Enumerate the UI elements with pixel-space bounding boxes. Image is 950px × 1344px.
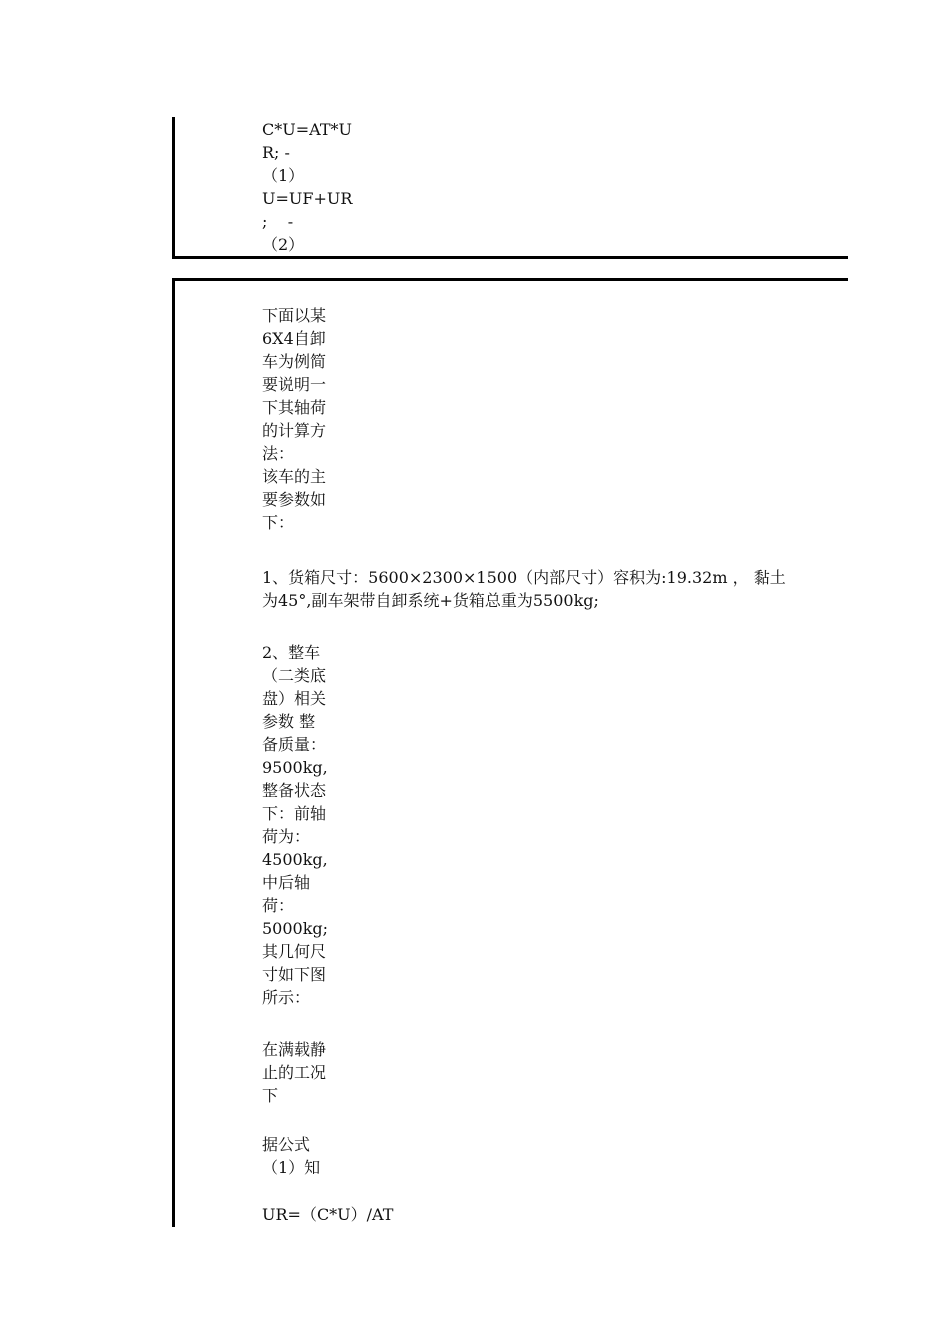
param2-line: 2、整车 bbox=[262, 643, 321, 662]
param2-line: 下：前轴 bbox=[262, 804, 327, 823]
condition-line: 止的工况 bbox=[262, 1063, 327, 1082]
param2-line: 4500kg, bbox=[262, 850, 328, 869]
param2-line: 其几何尺 bbox=[262, 942, 327, 961]
param1-line: 1、货箱尺寸：5600×2300×1500（内部尺寸）容积为:19.32m ， 黏土 bbox=[262, 568, 786, 587]
param2-line: 荷为： bbox=[262, 827, 311, 846]
intro-line: 下面以某 bbox=[262, 306, 327, 325]
intro-line: 要说明一 bbox=[262, 375, 327, 394]
intro-line: 下其轴荷 bbox=[262, 398, 327, 417]
param2-line: 所示： bbox=[262, 988, 311, 1007]
formula-ref-line: （1）知 bbox=[262, 1158, 321, 1177]
condition-line: 在满载静 bbox=[262, 1040, 327, 1059]
formula-line: R; - bbox=[262, 143, 290, 162]
param2-line: 5000kg; bbox=[262, 919, 329, 938]
intro-line: 6X4自卸 bbox=[262, 329, 326, 348]
formula-line: C*U=AT*U bbox=[262, 120, 352, 139]
intro-line: 该车的主 bbox=[262, 467, 327, 486]
param2-line: 荷： bbox=[262, 896, 295, 915]
intro-line: 法： bbox=[262, 444, 295, 463]
param2-line: 寸如下图 bbox=[262, 965, 327, 984]
intro-line: 车为例简 bbox=[262, 352, 327, 371]
result-formula: UR=（C*U）/AT bbox=[262, 1205, 394, 1224]
param2-line: 9500kg, bbox=[262, 758, 328, 777]
formula-line: U=UF+UR bbox=[262, 189, 353, 208]
intro-line: 下： bbox=[262, 513, 295, 532]
formula-ref-line: 据公式 bbox=[262, 1135, 311, 1154]
intro-line: 的计算方 bbox=[262, 421, 327, 440]
intro-line: 要参数如 bbox=[262, 490, 327, 509]
condition-line: 下 bbox=[262, 1086, 279, 1105]
param2-line: 备质量： bbox=[262, 735, 327, 754]
param2-line: 整备状态 bbox=[262, 781, 327, 800]
param2-line: 参数 整 bbox=[262, 712, 316, 731]
formula-line: ; - bbox=[262, 212, 294, 231]
param2-line: （二类底 bbox=[262, 666, 327, 685]
formula-line: （1） bbox=[262, 166, 305, 185]
param2-line: 盘）相关 bbox=[262, 689, 327, 708]
param2-line: 中后轴 bbox=[262, 873, 311, 892]
param1-line: 为45°,副车架带自卸系统+货箱总重为5500kg; bbox=[262, 591, 599, 610]
formula-line: （2） bbox=[262, 235, 305, 254]
